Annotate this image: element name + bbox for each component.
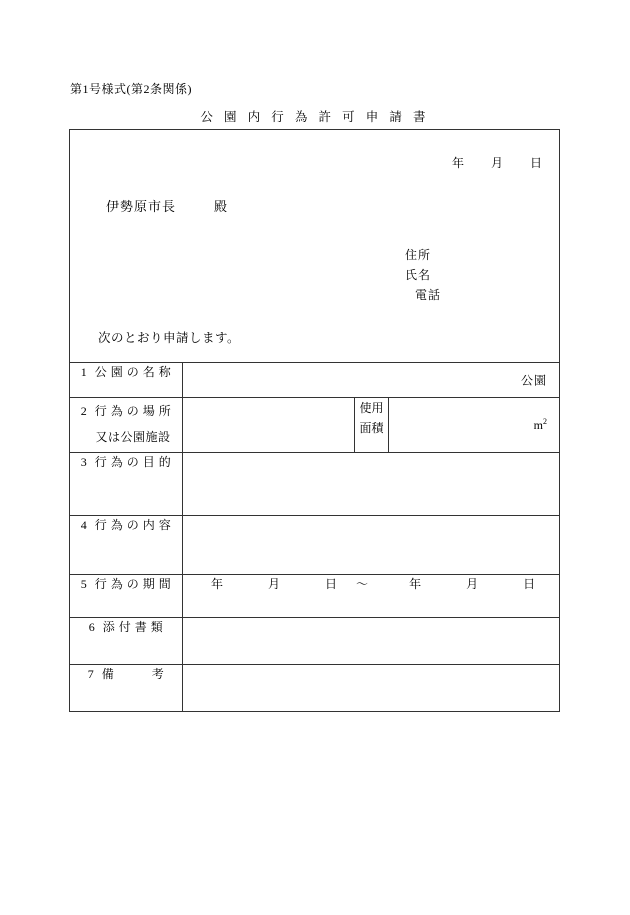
period-line (183, 575, 559, 592)
area-unit: $m^2$ (533, 417, 547, 432)
field-park-name[interactable] (183, 363, 560, 398)
period-to-day: 日 (523, 577, 537, 591)
table-row (70, 453, 560, 516)
applicant-phone-label: 電話 (415, 288, 442, 302)
park-name-suffix: 公園 (520, 373, 547, 388)
row-label-text: 備 考 (101, 667, 165, 681)
row-number: 6 (88, 620, 96, 634)
table-row (70, 575, 560, 618)
addressee-honorific: 殿 (214, 199, 229, 214)
period-to-year: 年 (409, 577, 423, 591)
application-form-table (69, 129, 560, 712)
row-label-text: 公 園 の 名 称 (94, 365, 172, 379)
date-month-label: 月 (490, 156, 504, 170)
row-number: 1 (80, 365, 88, 379)
addressee-line (106, 196, 228, 215)
row-label-content (70, 516, 183, 575)
page-title: 公 園 内 行 為 許 可 申 請 書 (200, 110, 430, 124)
row-label-text: 行 為 の 内 容 (94, 518, 172, 532)
row-label-text: 行 為 の 期 間 (94, 577, 172, 591)
row-label-text: 行 為 の 目 的 (94, 455, 172, 469)
row-label-park-name (70, 363, 183, 398)
table-row (70, 665, 560, 712)
use-area-label-line2: 面積 (359, 421, 384, 435)
date-line (452, 154, 543, 171)
row-label-text-line1: 行 為 の 場 所 (94, 404, 172, 418)
period-from-month: 月 (268, 577, 282, 591)
period-to-month: 月 (466, 577, 480, 591)
row-label-purpose (70, 453, 183, 516)
table-row (70, 398, 560, 453)
use-area-label (355, 398, 389, 453)
field-content[interactable] (183, 516, 560, 575)
field-purpose[interactable] (183, 453, 560, 516)
date-day-label: 日 (529, 156, 543, 170)
field-place[interactable] (183, 398, 355, 453)
row-label-attachments (70, 618, 183, 665)
row-label-text-line2: 又は公園施設 (95, 430, 171, 444)
applicant-block (405, 245, 441, 305)
applicant-name-label: 氏名 (405, 268, 432, 282)
period-separator: 〜 (356, 577, 370, 591)
row-number: 4 (80, 518, 88, 532)
row-label-period (70, 575, 183, 618)
table-row (70, 516, 560, 575)
row-number: 7 (87, 667, 95, 681)
period-from-year: 年 (211, 577, 225, 591)
form-number: 第1号様式(第2条関係) (70, 82, 192, 96)
field-attachments[interactable] (183, 618, 560, 665)
row-label-remarks (70, 665, 183, 712)
row-number: 2 (80, 404, 88, 418)
table-row (70, 618, 560, 665)
area-unit-exponent: 2 (543, 417, 547, 426)
field-period[interactable] (183, 575, 560, 618)
use-area-label-line1: 使用 (359, 401, 384, 415)
header-row (70, 130, 560, 363)
header-block (70, 130, 560, 363)
row-number: 5 (80, 577, 88, 591)
applicant-address-label: 住所 (405, 248, 432, 262)
statement-text: 次のとおり申請します。 (98, 331, 241, 345)
field-use-area[interactable] (389, 398, 560, 453)
row-label-place (70, 398, 183, 453)
period-from-day: 日 (325, 577, 339, 591)
row-label-text: 添 付 書 類 (102, 620, 164, 634)
addressee-name: 伊勢原市長 (106, 199, 177, 214)
table-row (70, 363, 560, 398)
date-year-label: 年 (451, 156, 465, 170)
field-remarks[interactable] (183, 665, 560, 712)
row-number: 3 (80, 455, 88, 469)
